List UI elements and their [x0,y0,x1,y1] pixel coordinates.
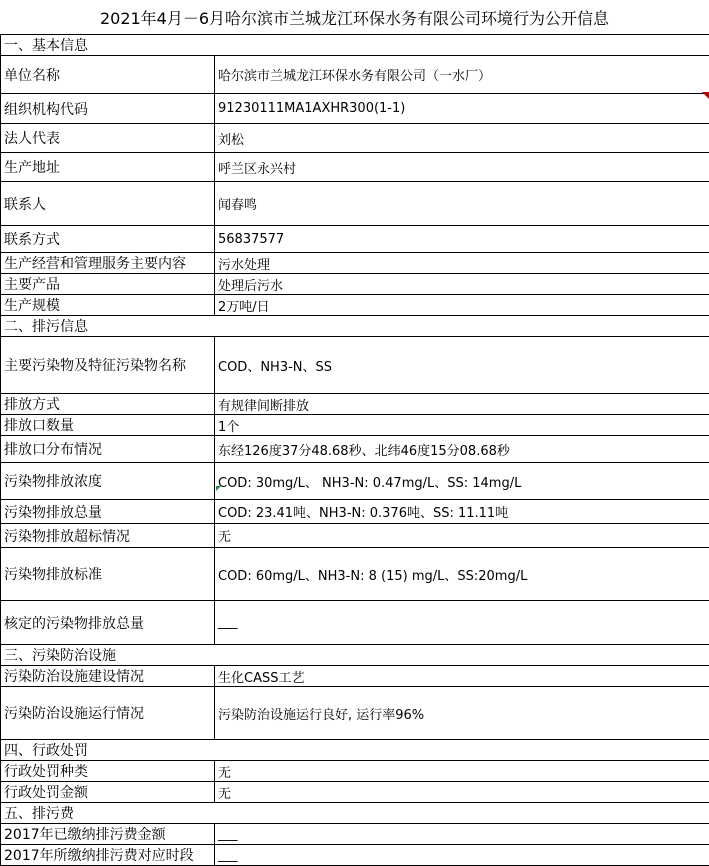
table-row [1,761,709,782]
section-heading-facilities: 三、污染防治设施 [1,645,215,666]
exceed-label: 污染物排放超标情况 [1,524,215,548]
table-row [1,782,709,803]
table-row [1,436,709,463]
table-row [1,182,709,226]
facility-run-label: 污染防治设施运行情况 [1,687,215,740]
section-heading-fee: 五、排污费 [1,803,215,824]
fee-amount-value: ___ [215,824,709,845]
standard-label: 污染物排放标准 [1,548,215,601]
table-row [1,500,709,524]
fee-period-label: 2017年所缴纳排污费对应时段 [1,845,215,866]
approved-total-label: 核定的污染物排放总量 [1,601,215,645]
empty-cell [215,740,709,761]
section-heading-penalty: 四、行政处罚 [1,740,215,761]
org-code-label: 组织机构代码 [1,94,215,124]
outlet-count-value: 1个 [215,415,709,436]
product-label: 主要产品 [1,274,215,295]
table-row [1,687,709,740]
table-row [1,124,709,153]
fee-amount-label: 2017年已缴纳排污费金额 [1,824,215,845]
product-value: 处理后污水 [215,274,709,295]
concentration-value: COD: 30mg/L、 NH3-N: 0.47mg/L、SS: 14mg/L [215,463,709,500]
address-value: 呼兰区永兴村 [215,153,709,182]
contact-label: 联系人 [1,182,215,226]
table-row [1,295,709,316]
section-row-penalty [1,740,709,761]
table-row [1,415,709,436]
table-row [1,153,709,182]
fee-period-value: ___ [215,845,709,866]
table-row [1,845,709,866]
table-row [1,394,709,415]
scale-value: 2万吨/日 [215,295,709,316]
discharge-mode-value: 有规律间断排放 [215,394,709,415]
company-name-value: 哈尔滨市兰城龙江环保水务有限公司（一水厂） [215,56,709,94]
table-row [1,94,709,124]
facility-build-label: 污染防治设施建设情况 [1,666,215,687]
total-label: 污染物排放总量 [1,500,215,524]
outlet-location-value: 东经126度37分48.68秒、北纬46度15分08.68秒 [215,436,709,463]
section-heading-emission: 二、排污信息 [1,316,215,337]
table-row [1,601,709,645]
total-value: COD: 23.41吨、NH3-N: 0.376吨、SS: 11.11吨 [215,500,709,524]
standard-value: COD: 60mg/L、NH3-N: 8 (15) mg/L、SS:20mg/L [215,548,709,601]
facility-build-value: 生化CASS工艺 [215,666,709,687]
table-row [1,226,709,253]
business-value: 污水处理 [215,253,709,274]
discharge-mode-label: 排放方式 [1,394,215,415]
empty-cell [215,803,709,824]
org-code-value: 91230111MA1AXHR300(1-1) [215,94,709,124]
section-row-fee [1,803,709,824]
section-heading-basic: 一、基本信息 [1,35,215,56]
concentration-label: 污染物排放浓度 [1,463,215,500]
exceed-value: 无 [215,524,709,548]
section-row-basic [1,35,709,56]
penalty-type-label: 行政处罚种类 [1,761,215,782]
penalty-amount-value: 无 [215,782,709,803]
empty-cell [215,316,709,337]
approved-total-value: ___ [215,601,709,645]
table-row [1,253,709,274]
pollutants-label: 主要污染物及特征污染物名称 [1,337,215,394]
outlet-count-label: 排放口数量 [1,415,215,436]
phone-label: 联系方式 [1,226,215,253]
phone-value: 56837577 [215,226,709,253]
table-row [1,337,709,394]
penalty-amount-label: 行政处罚金额 [1,782,215,803]
error-indicator[interactable] [216,486,221,491]
table-row [1,666,709,687]
empty-cell [215,35,709,56]
info-table [0,34,709,866]
address-label: 生产地址 [1,153,215,182]
table-row [1,824,709,845]
comment-indicator[interactable] [702,92,709,99]
table-row [1,274,709,295]
scale-label: 生产规模 [1,295,215,316]
table-row [1,524,709,548]
outlet-location-label: 排放口分布情况 [1,436,215,463]
table-row [1,56,709,94]
page-title: 2021年4月－6月哈尔滨市兰城龙江环保水务有限公司环境行为公开信息 [0,0,709,35]
legal-rep-label: 法人代表 [1,124,215,153]
empty-cell [215,645,709,666]
table-row [1,463,709,500]
section-row-facilities [1,645,709,666]
section-row-emission [1,316,709,337]
business-label: 生产经营和管理服务主要内容 [1,253,215,274]
table-row [1,548,709,601]
penalty-type-value: 无 [215,761,709,782]
contact-value: 闻春鸣 [215,182,709,226]
company-name-label: 单位名称 [1,56,215,94]
facility-run-value: 污染防治设施运行良好, 运行率96% [215,687,709,740]
legal-rep-value: 刘松 [215,124,709,153]
pollutants-value: COD、NH3-N、SS [215,337,709,394]
